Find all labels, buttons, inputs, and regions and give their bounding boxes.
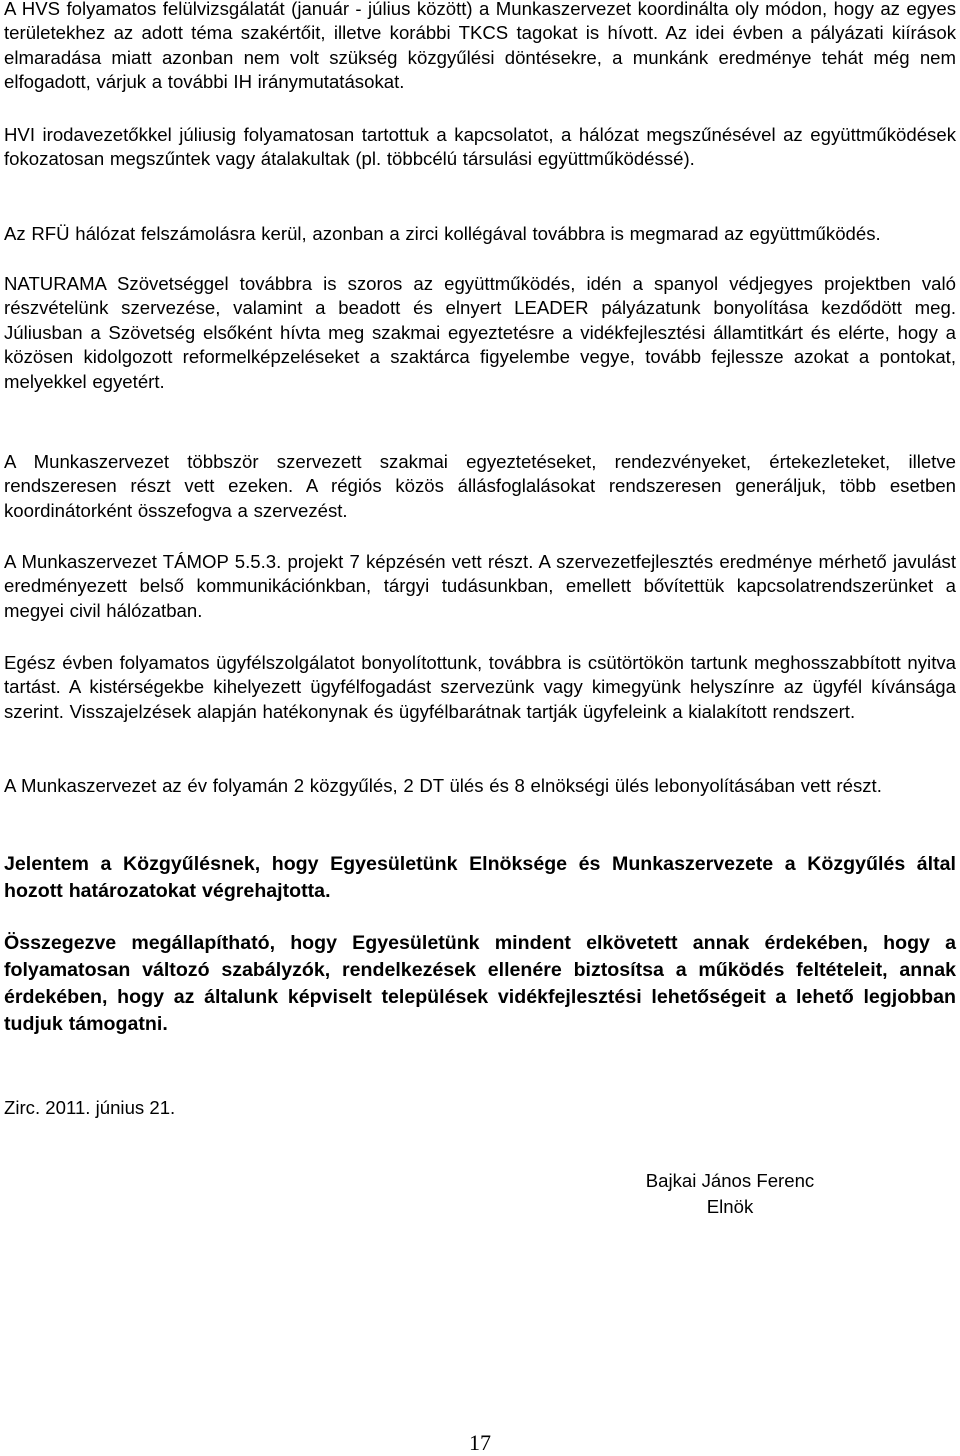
document-date: Zirc. 2011. június 21. [4, 1097, 176, 1118]
signature-block [630, 1168, 830, 1220]
paragraph-summary: Összegezve megállapítható, hogy Egyesületünk mindent elkövetett annak érdekében, hogy a folyamatosan változó szabályzók, rendelkezések ellenére biztosítsa a működés feltételeit, annak érdekében, hogy az általunk képviselt települések vidékfejlesztési lehetőségeit a lehető legjobban tudjuk támogatni. [4, 932, 956, 1035]
paragraph-rfu-network: Az RFÜ hálózat felszámolásra kerül, azonban a zirci kollégával továbbra is megmarad az együttműködés. [4, 223, 881, 244]
paragraph-meetings-count: A Munkaszervezet az év folyamán 2 közgyűlés, 2 DT ülés és 8 elnökségi ülés lebonyolításában vett részt. [4, 775, 882, 796]
paragraph-tamop-project: A Munkaszervezet TÁMOP 5.5.3. projekt 7 képzésén vett részt. A szervezetfejlesztés eredménye mérhető javulást eredményezett belső kommunikációnkban, tárgyi tudásunkban, emellett bővítettük kapcsolatrendszerünket a megyei civil hálózatban. [4, 551, 956, 621]
paragraph-professional-meetings: A Munkaszervezet többször szervezett szakmai egyeztetéseket, rendezvényeket, értekezleteket, illetve rendszeresen részt vett ezeken. A régiós közös állásfoglalásokat rendszeresen generáljuk, több esetben koordinátorként összefogva a szervezést. [4, 451, 956, 521]
paragraph-naturama: NATURAMA Szövetséggel továbbra is szoros az együttműködés, idén a spanyol védjegyes projektben való részvételünk szervezése, valamint a beadott és elnyert LEADER pályázatunk bonyolítása kezdődött meg. Júliusban a Szövetség elsőként hívta meg szakmai egyeztetésre a vidékfejlesztési államtitkárt és elérte, hogy a közösen kidolgozott reformelképzeléseket a szaktárca figyelembe vegye, tovább fejlessze azokat a pontokat, melyekkel egyetért. [4, 273, 956, 392]
paragraph-customer-service: Egész évben folyamatos ügyfélszolgálatot bonyolítottunk, továbbra is csütörtökön tartunk meghosszabbított nyitva tartást. A kistérségekbe kihelyezett ügyfélfogadást szervezünk vagy kimegyünk helyszínre az ügyfél kívánsága szerint. Visszajelzések alapján hatékonynak és ügyfélbarátnak tartják ügyfeleink a kialakított rendszert. [4, 652, 956, 722]
paragraph-hvi-offices: HVI irodavezetőkkel júliusig folyamatosan tartottuk a kapcsolatot, a hálózat megszűnésével az együttműködések fokozatosan megszűntek vagy átalakultak (pl. többcélú társulási együttműködéssé). [4, 124, 956, 170]
page-number: 17 [469, 1430, 491, 1455]
signature-title: Elnök [706, 1196, 754, 1217]
signature-name: Bajkai János Ferenc [645, 1170, 815, 1191]
paragraph-report-statement: Jelentem a Közgyűlésnek, hogy Egyesületünk Elnöksége és Munkaszervezete a Közgyűlés által hozott határozatokat végrehajtotta. [4, 853, 956, 902]
paragraph-hvs-review: A HVS folyamatos felülvizsgálatát (január - július között) a Munkaszervezet koordinálta oly módon, hogy az egyes területekhez az adott téma szakértőit, illetve korábbi TKCS tagokat is hívott. Az idei évben a pályázati kiírások elmaradása miatt azonban nem volt szükség közgyűlési döntésekre, a munkánk eredménye tehát még nem elfogadott, várjuk a további IH iránymutatásokat. [4, 0, 956, 93]
